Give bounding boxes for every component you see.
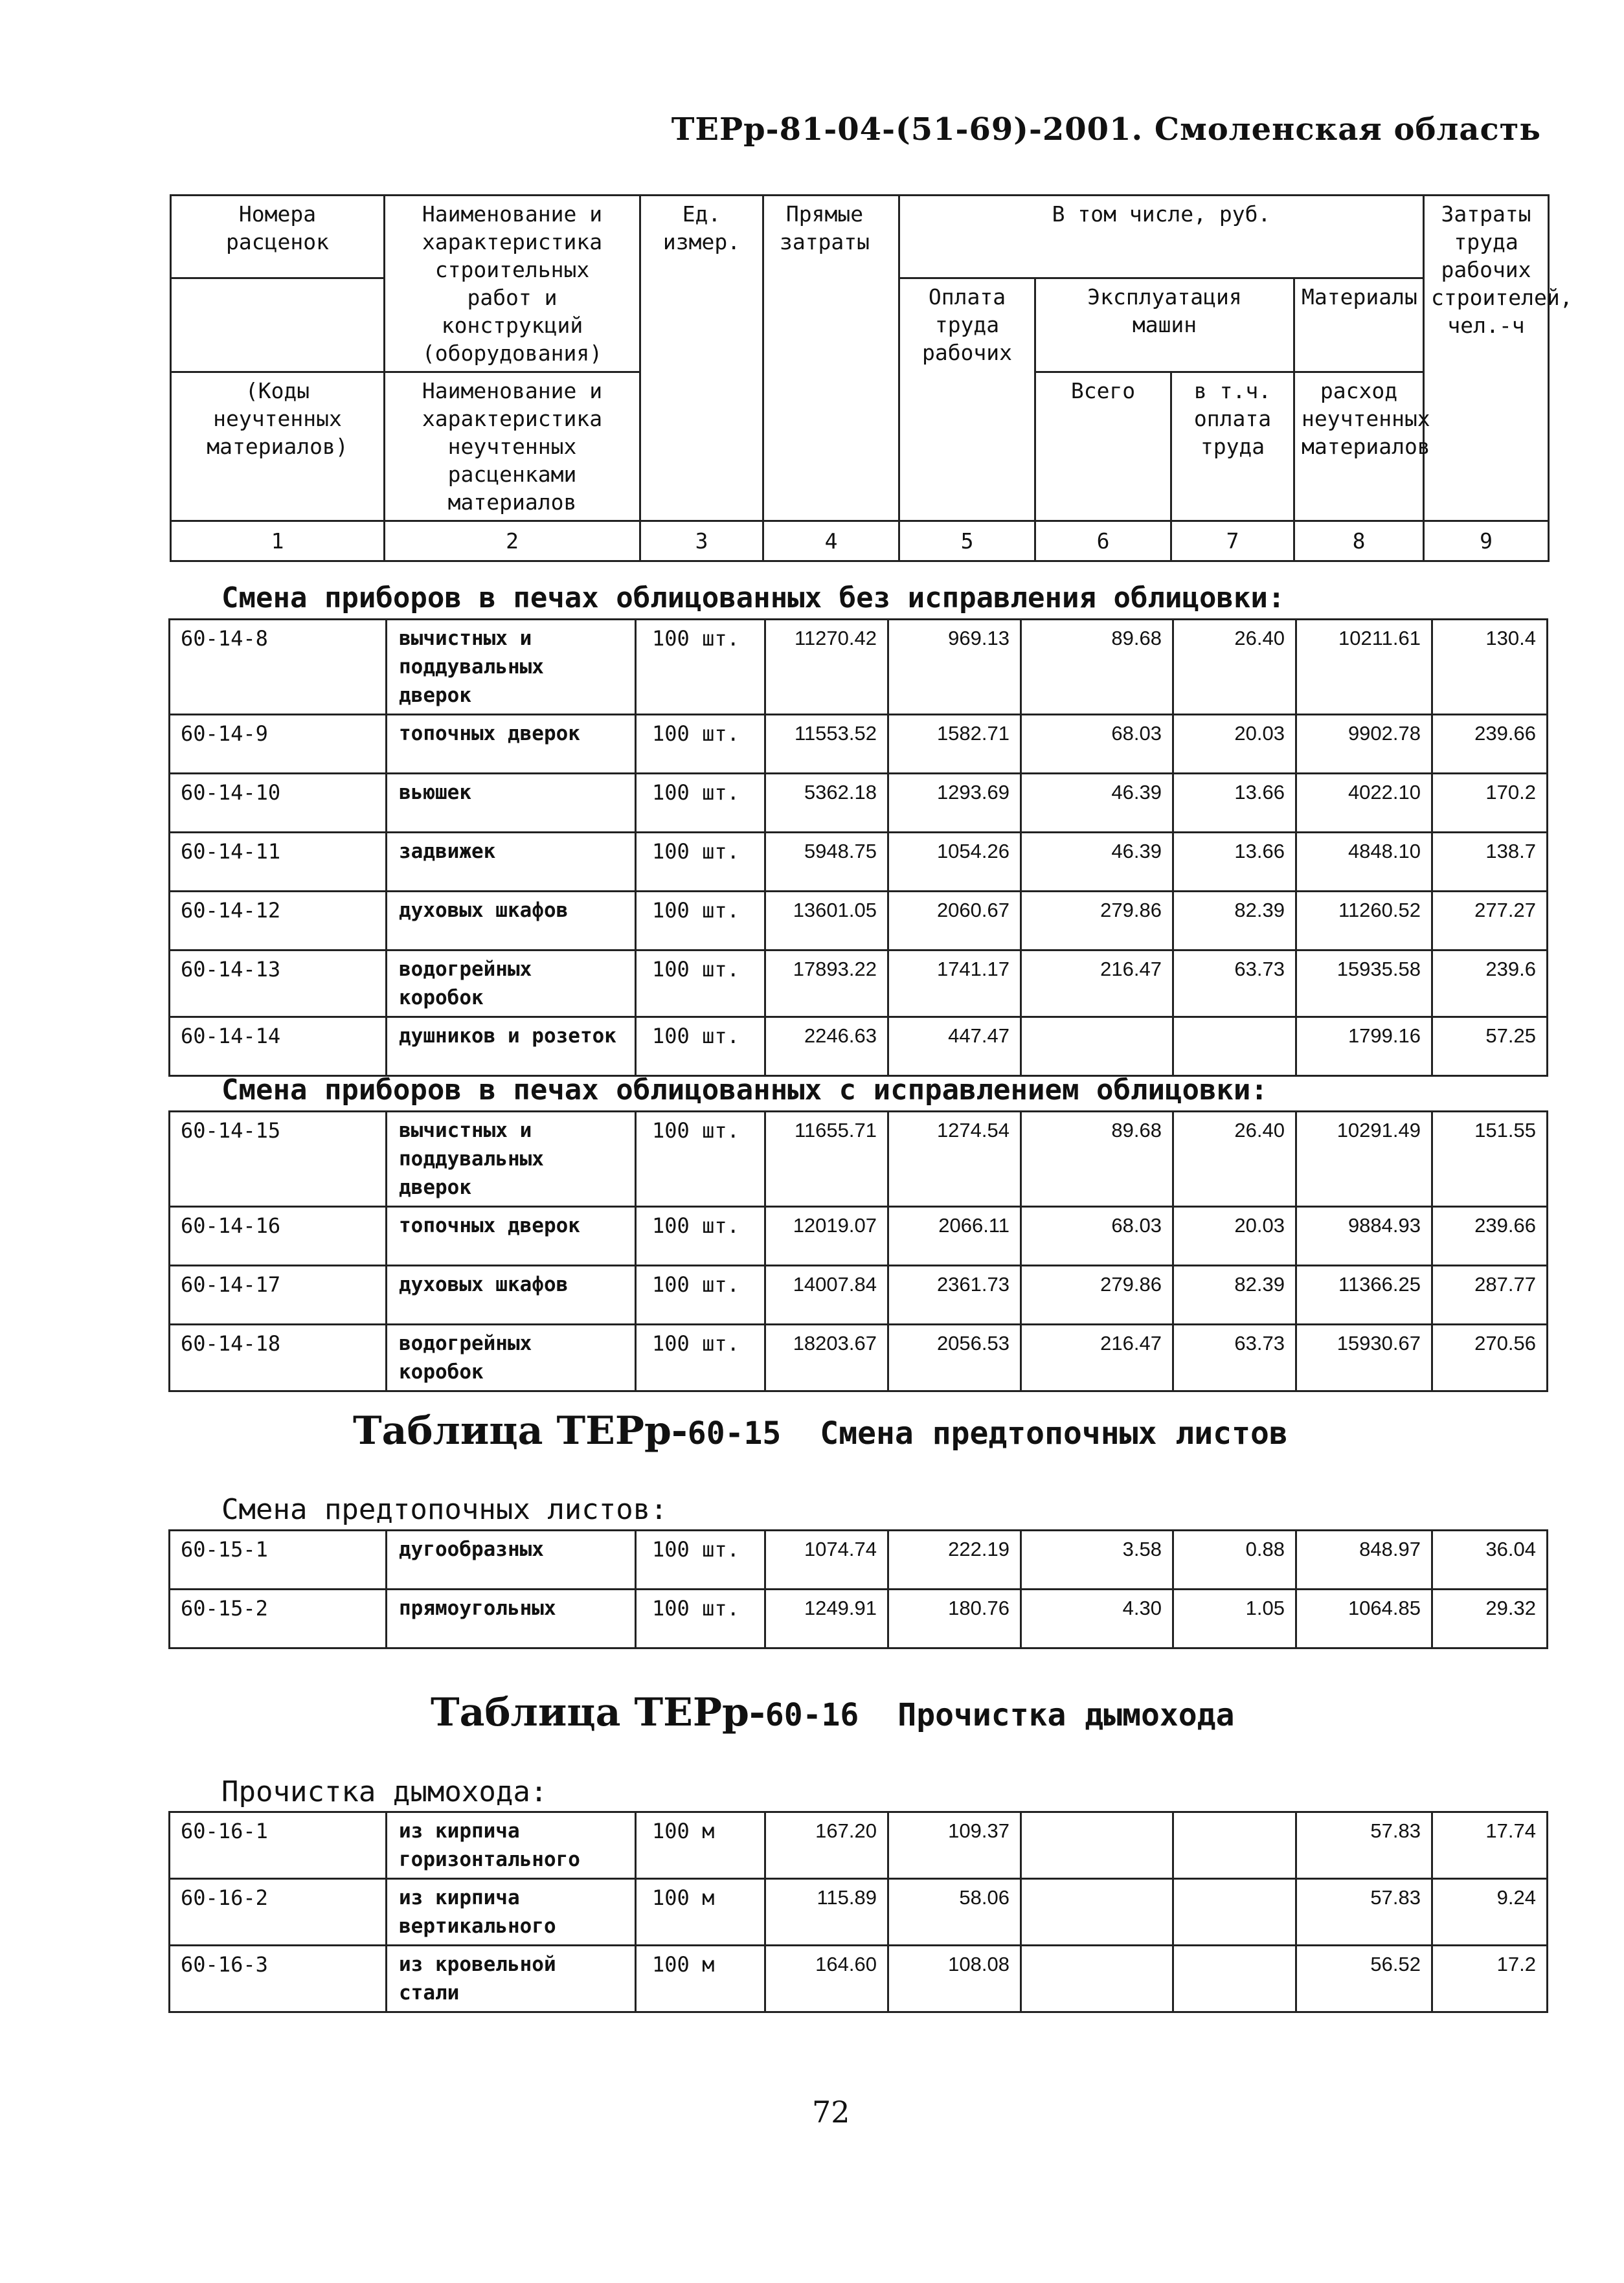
column-number: 9	[1424, 521, 1549, 561]
table-row	[170, 892, 1548, 950]
cell-unit: 100 м	[636, 1812, 765, 1879]
cell-unit: 100 шт.	[636, 1266, 765, 1325]
section-title-with-repair: Смена приборов в печах облицованных с исправлением облицовки:	[221, 1074, 1268, 1107]
header-empty	[171, 278, 385, 372]
cell-machine-total	[1021, 1812, 1173, 1879]
cell-machine-labor-pay: 82.39	[1173, 1266, 1296, 1325]
cell-work-name: вьюшек	[387, 774, 636, 833]
table-row	[170, 715, 1548, 774]
cell-direct-costs: 1074.74	[765, 1531, 888, 1590]
cell-labor-pay: 108.08	[888, 1946, 1021, 2012]
cell-unit: 100 шт.	[636, 1207, 765, 1266]
cell-machine-labor-pay	[1173, 1812, 1296, 1879]
header-unaccounted-consumption: расход неучтенных материалов	[1294, 372, 1424, 521]
table-row	[170, 620, 1548, 715]
cell-direct-costs: 14007.84	[765, 1266, 888, 1325]
cell-labor-hours: 130.4	[1432, 620, 1548, 715]
cell-labor-pay: 2066.11	[888, 1207, 1021, 1266]
cell-labor-pay: 969.13	[888, 620, 1021, 715]
cell-machine-total	[1021, 1946, 1173, 2012]
cell-materials: 10291.49	[1296, 1112, 1432, 1207]
cell-labor-pay: 1293.69	[888, 774, 1021, 833]
cell-unit: 100 шт.	[636, 1325, 765, 1391]
cell-labor-hours: 239.66	[1432, 1207, 1548, 1266]
table-row	[170, 1946, 1548, 2012]
table-row	[170, 1531, 1548, 1590]
cell-rate-code: 60-14-14	[170, 1017, 387, 1076]
cell-unit: 100 шт.	[636, 833, 765, 892]
table-row	[170, 1112, 1548, 1207]
cell-machine-total: 46.39	[1021, 774, 1173, 833]
table-heading-60-15	[353, 1408, 1288, 1454]
header-machine-operation: Эксплуатация машин	[1035, 278, 1294, 372]
cell-rate-code: 60-14-8	[170, 620, 387, 715]
column-number: 4	[763, 521, 899, 561]
cell-materials: 4022.10	[1296, 774, 1432, 833]
cell-labor-hours: 270.56	[1432, 1325, 1548, 1391]
table-heading-word: Таблица ТЕРр-	[431, 1690, 765, 1735]
column-number: 1	[171, 521, 385, 561]
cell-labor-pay: 2361.73	[888, 1266, 1021, 1325]
table-heading-code: 60-16	[765, 1697, 859, 1733]
cell-machine-total: 68.03	[1021, 1207, 1173, 1266]
column-number: 2	[385, 521, 640, 561]
cell-work-name: духовых шкафов	[387, 892, 636, 950]
cell-labor-pay: 58.06	[888, 1879, 1021, 1946]
cell-unit: 100 шт.	[636, 1112, 765, 1207]
cell-machine-total: 216.47	[1021, 950, 1173, 1017]
table-row	[170, 950, 1548, 1017]
cell-materials: 9902.78	[1296, 715, 1432, 774]
cell-work-name: дугообразных	[387, 1531, 636, 1590]
cell-materials: 1799.16	[1296, 1017, 1432, 1076]
cell-machine-labor-pay: 13.66	[1173, 774, 1296, 833]
cell-machine-labor-pay	[1173, 1017, 1296, 1076]
cell-work-name: душников и розеток	[387, 1017, 636, 1076]
rates-table-prefire-sheets	[168, 1529, 1548, 1649]
cell-work-name: задвижек	[387, 833, 636, 892]
cell-direct-costs: 2246.63	[765, 1017, 888, 1076]
cell-labor-pay: 1582.71	[888, 715, 1021, 774]
cell-labor-hours: 151.55	[1432, 1112, 1548, 1207]
cell-machine-labor-pay: 13.66	[1173, 833, 1296, 892]
cell-labor-pay: 1274.54	[888, 1112, 1021, 1207]
cell-labor-pay: 447.47	[888, 1017, 1021, 1076]
rates-table-without-repair	[168, 618, 1548, 1077]
cell-work-name: топочных дверок	[387, 715, 636, 774]
cell-rate-code: 60-16-2	[170, 1879, 387, 1946]
cell-direct-costs: 11655.71	[765, 1112, 888, 1207]
cell-rate-code: 60-14-9	[170, 715, 387, 774]
table-heading-60-16	[431, 1690, 1234, 1735]
cell-machine-labor-pay: 20.03	[1173, 1207, 1296, 1266]
cell-labor-pay: 2060.67	[888, 892, 1021, 950]
cell-work-name: из кирпича горизонтального	[387, 1812, 636, 1879]
table-row	[170, 1590, 1548, 1648]
cell-materials: 848.97	[1296, 1531, 1432, 1590]
header-rate-numbers: Номера расценок	[171, 196, 385, 278]
header-unit: Ед. измер.	[640, 196, 763, 521]
cell-materials: 56.52	[1296, 1946, 1432, 2012]
cell-work-name: водогрейных коробок	[387, 950, 636, 1017]
cell-labor-pay: 1741.17	[888, 950, 1021, 1017]
rates-table-with-repair	[168, 1110, 1548, 1392]
cell-rate-code: 60-14-16	[170, 1207, 387, 1266]
cell-materials: 1064.85	[1296, 1590, 1432, 1648]
cell-unit: 100 м	[636, 1879, 765, 1946]
table-heading-word: Таблица ТЕРр-	[353, 1408, 688, 1454]
table-row	[170, 1812, 1548, 1879]
header-work-name: Наименование и характеристика строительных работ и конструкций (оборудования)	[385, 196, 640, 372]
cell-materials: 11366.25	[1296, 1266, 1432, 1325]
table-heading-code: 60-15	[687, 1415, 782, 1452]
rates-table-chimney-cleaning	[168, 1811, 1548, 2013]
cell-direct-costs: 115.89	[765, 1879, 888, 1946]
cell-direct-costs: 5948.75	[765, 833, 888, 892]
cell-machine-total: 89.68	[1021, 1112, 1173, 1207]
cell-unit: 100 шт.	[636, 950, 765, 1017]
cell-machine-labor-pay: 26.40	[1173, 620, 1296, 715]
cell-unit: 100 шт.	[636, 620, 765, 715]
table-row	[170, 1207, 1548, 1266]
cell-labor-hours: 29.32	[1432, 1590, 1548, 1648]
cell-work-name: прямоугольных	[387, 1590, 636, 1648]
page-header: ТЕРр-81-04-(51-69)-2001. Смоленская область	[671, 111, 1541, 148]
cell-direct-costs: 167.20	[765, 1812, 888, 1879]
cell-rate-code: 60-14-18	[170, 1325, 387, 1391]
cell-rate-code: 60-14-13	[170, 950, 387, 1017]
header-labor-pay: Оплата труда рабочих	[899, 278, 1035, 521]
cell-direct-costs: 1249.91	[765, 1590, 888, 1648]
cell-machine-labor-pay	[1173, 1879, 1296, 1946]
cell-work-name: из кровельной стали	[387, 1946, 636, 2012]
cell-labor-hours: 17.2	[1432, 1946, 1548, 2012]
cell-unit: 100 м	[636, 1946, 765, 2012]
cell-labor-hours: 138.7	[1432, 833, 1548, 892]
cell-work-name: вычистных и поддувальных дверок	[387, 620, 636, 715]
cell-work-name: вычистных и поддувальных дверок	[387, 1112, 636, 1207]
cell-labor-hours: 36.04	[1432, 1531, 1548, 1590]
cell-direct-costs: 11270.42	[765, 620, 888, 715]
cell-machine-total	[1021, 1017, 1173, 1076]
cell-direct-costs: 13601.05	[765, 892, 888, 950]
cell-machine-labor-pay: 82.39	[1173, 892, 1296, 950]
cell-rate-code: 60-15-1	[170, 1531, 387, 1590]
cell-rate-code: 60-15-2	[170, 1590, 387, 1648]
cell-machine-labor-pay: 20.03	[1173, 715, 1296, 774]
column-number: 3	[640, 521, 763, 561]
table-heading-subtitle: Прочистка дымохода	[897, 1697, 1235, 1733]
cell-machine-total: 216.47	[1021, 1325, 1173, 1391]
cell-labor-hours: 239.6	[1432, 950, 1548, 1017]
table-row	[170, 774, 1548, 833]
cell-rate-code: 60-16-3	[170, 1946, 387, 2012]
cell-machine-total: 279.86	[1021, 1266, 1173, 1325]
cell-labor-pay: 222.19	[888, 1531, 1021, 1590]
column-header-table	[170, 194, 1573, 562]
cell-machine-labor-pay	[1173, 1946, 1296, 2012]
cell-direct-costs: 164.60	[765, 1946, 888, 2012]
page-number: 72	[812, 2095, 850, 2130]
cell-unit: 100 шт.	[636, 892, 765, 950]
cell-materials: 4848.10	[1296, 833, 1432, 892]
cell-labor-pay: 109.37	[888, 1812, 1021, 1879]
cell-materials: 57.83	[1296, 1879, 1432, 1946]
cell-machine-total: 68.03	[1021, 715, 1173, 774]
cell-direct-costs: 12019.07	[765, 1207, 888, 1266]
cell-direct-costs: 11553.52	[765, 715, 888, 774]
cell-unit: 100 шт.	[636, 774, 765, 833]
cell-rate-code: 60-14-12	[170, 892, 387, 950]
cell-machine-labor-pay: 0.88	[1173, 1531, 1296, 1590]
header-machine-labor-pay: в т.ч. оплата труда	[1171, 372, 1294, 521]
cell-machine-total: 4.30	[1021, 1590, 1173, 1648]
section-title-without-repair: Смена приборов в печах облицованных без исправления облицовки:	[221, 581, 1285, 614]
cell-labor-hours: 287.77	[1432, 1266, 1548, 1325]
cell-labor-pay: 2056.53	[888, 1325, 1021, 1391]
cell-work-name: топочных дверок	[387, 1207, 636, 1266]
header-including: В том числе, руб.	[899, 196, 1424, 278]
cell-materials: 10211.61	[1296, 620, 1432, 715]
section-title-chimney-cleaning: Прочистка дымохода:	[221, 1775, 548, 1808]
header-unaccounted-codes: (Коды неучтенных материалов)	[171, 372, 385, 521]
cell-materials: 57.83	[1296, 1812, 1432, 1879]
cell-unit: 100 шт.	[636, 715, 765, 774]
cell-machine-labor-pay: 63.73	[1173, 1325, 1296, 1391]
cell-labor-pay: 1054.26	[888, 833, 1021, 892]
cell-materials: 15935.58	[1296, 950, 1432, 1017]
cell-machine-total: 89.68	[1021, 620, 1173, 715]
cell-machine-total: 3.58	[1021, 1531, 1173, 1590]
cell-materials: 15930.67	[1296, 1325, 1432, 1391]
cell-labor-hours: 9.24	[1432, 1879, 1548, 1946]
cell-work-name: водогрейных коробок	[387, 1325, 636, 1391]
cell-unit: 100 шт.	[636, 1590, 765, 1648]
cell-rate-code: 60-14-17	[170, 1266, 387, 1325]
header-machine-total: Всего	[1035, 372, 1171, 521]
cell-machine-total: 279.86	[1021, 892, 1173, 950]
table-row	[170, 1879, 1548, 1946]
cell-labor-hours: 170.2	[1432, 774, 1548, 833]
table-row	[170, 1017, 1548, 1076]
cell-machine-total: 46.39	[1021, 833, 1173, 892]
cell-machine-total	[1021, 1879, 1173, 1946]
cell-rate-code: 60-14-11	[170, 833, 387, 892]
header-direct-costs: Прямые затраты	[763, 196, 899, 521]
cell-direct-costs: 18203.67	[765, 1325, 888, 1391]
cell-unit: 100 шт.	[636, 1017, 765, 1076]
section-title-prefire-sheets: Смена предтопочных листов:	[221, 1493, 668, 1526]
header-materials: Материалы	[1294, 278, 1424, 372]
cell-labor-hours: 57.25	[1432, 1017, 1548, 1076]
cell-work-name: духовых шкафов	[387, 1266, 636, 1325]
table-row	[170, 833, 1548, 892]
cell-machine-labor-pay: 63.73	[1173, 950, 1296, 1017]
table-row	[170, 1325, 1548, 1391]
column-number: 5	[899, 521, 1035, 561]
column-number: 7	[1171, 521, 1294, 561]
header-unaccounted-name: Наименование и характеристика неучтенных расценками материалов	[385, 372, 640, 521]
cell-machine-labor-pay: 1.05	[1173, 1590, 1296, 1648]
table-heading-subtitle: Смена предтопочных листов	[820, 1415, 1288, 1452]
cell-work-name: из кирпича вертикального	[387, 1879, 636, 1946]
cell-rate-code: 60-16-1	[170, 1812, 387, 1879]
cell-labor-hours: 239.66	[1432, 715, 1548, 774]
cell-direct-costs: 17893.22	[765, 950, 888, 1017]
cell-unit: 100 шт.	[636, 1531, 765, 1590]
cell-labor-hours: 17.74	[1432, 1812, 1548, 1879]
cell-labor-pay: 180.76	[888, 1590, 1021, 1648]
table-row	[170, 1266, 1548, 1325]
cell-rate-code: 60-14-10	[170, 774, 387, 833]
cell-rate-code: 60-14-15	[170, 1112, 387, 1207]
cell-direct-costs: 5362.18	[765, 774, 888, 833]
column-number: 8	[1294, 521, 1424, 561]
cell-labor-hours: 277.27	[1432, 892, 1548, 950]
cell-materials: 11260.52	[1296, 892, 1432, 950]
cell-machine-labor-pay: 26.40	[1173, 1112, 1296, 1207]
header-labor-costs: Затраты труда рабочих строителей, чел.-ч	[1424, 196, 1549, 521]
cell-materials: 9884.93	[1296, 1207, 1432, 1266]
column-number: 6	[1035, 521, 1171, 561]
